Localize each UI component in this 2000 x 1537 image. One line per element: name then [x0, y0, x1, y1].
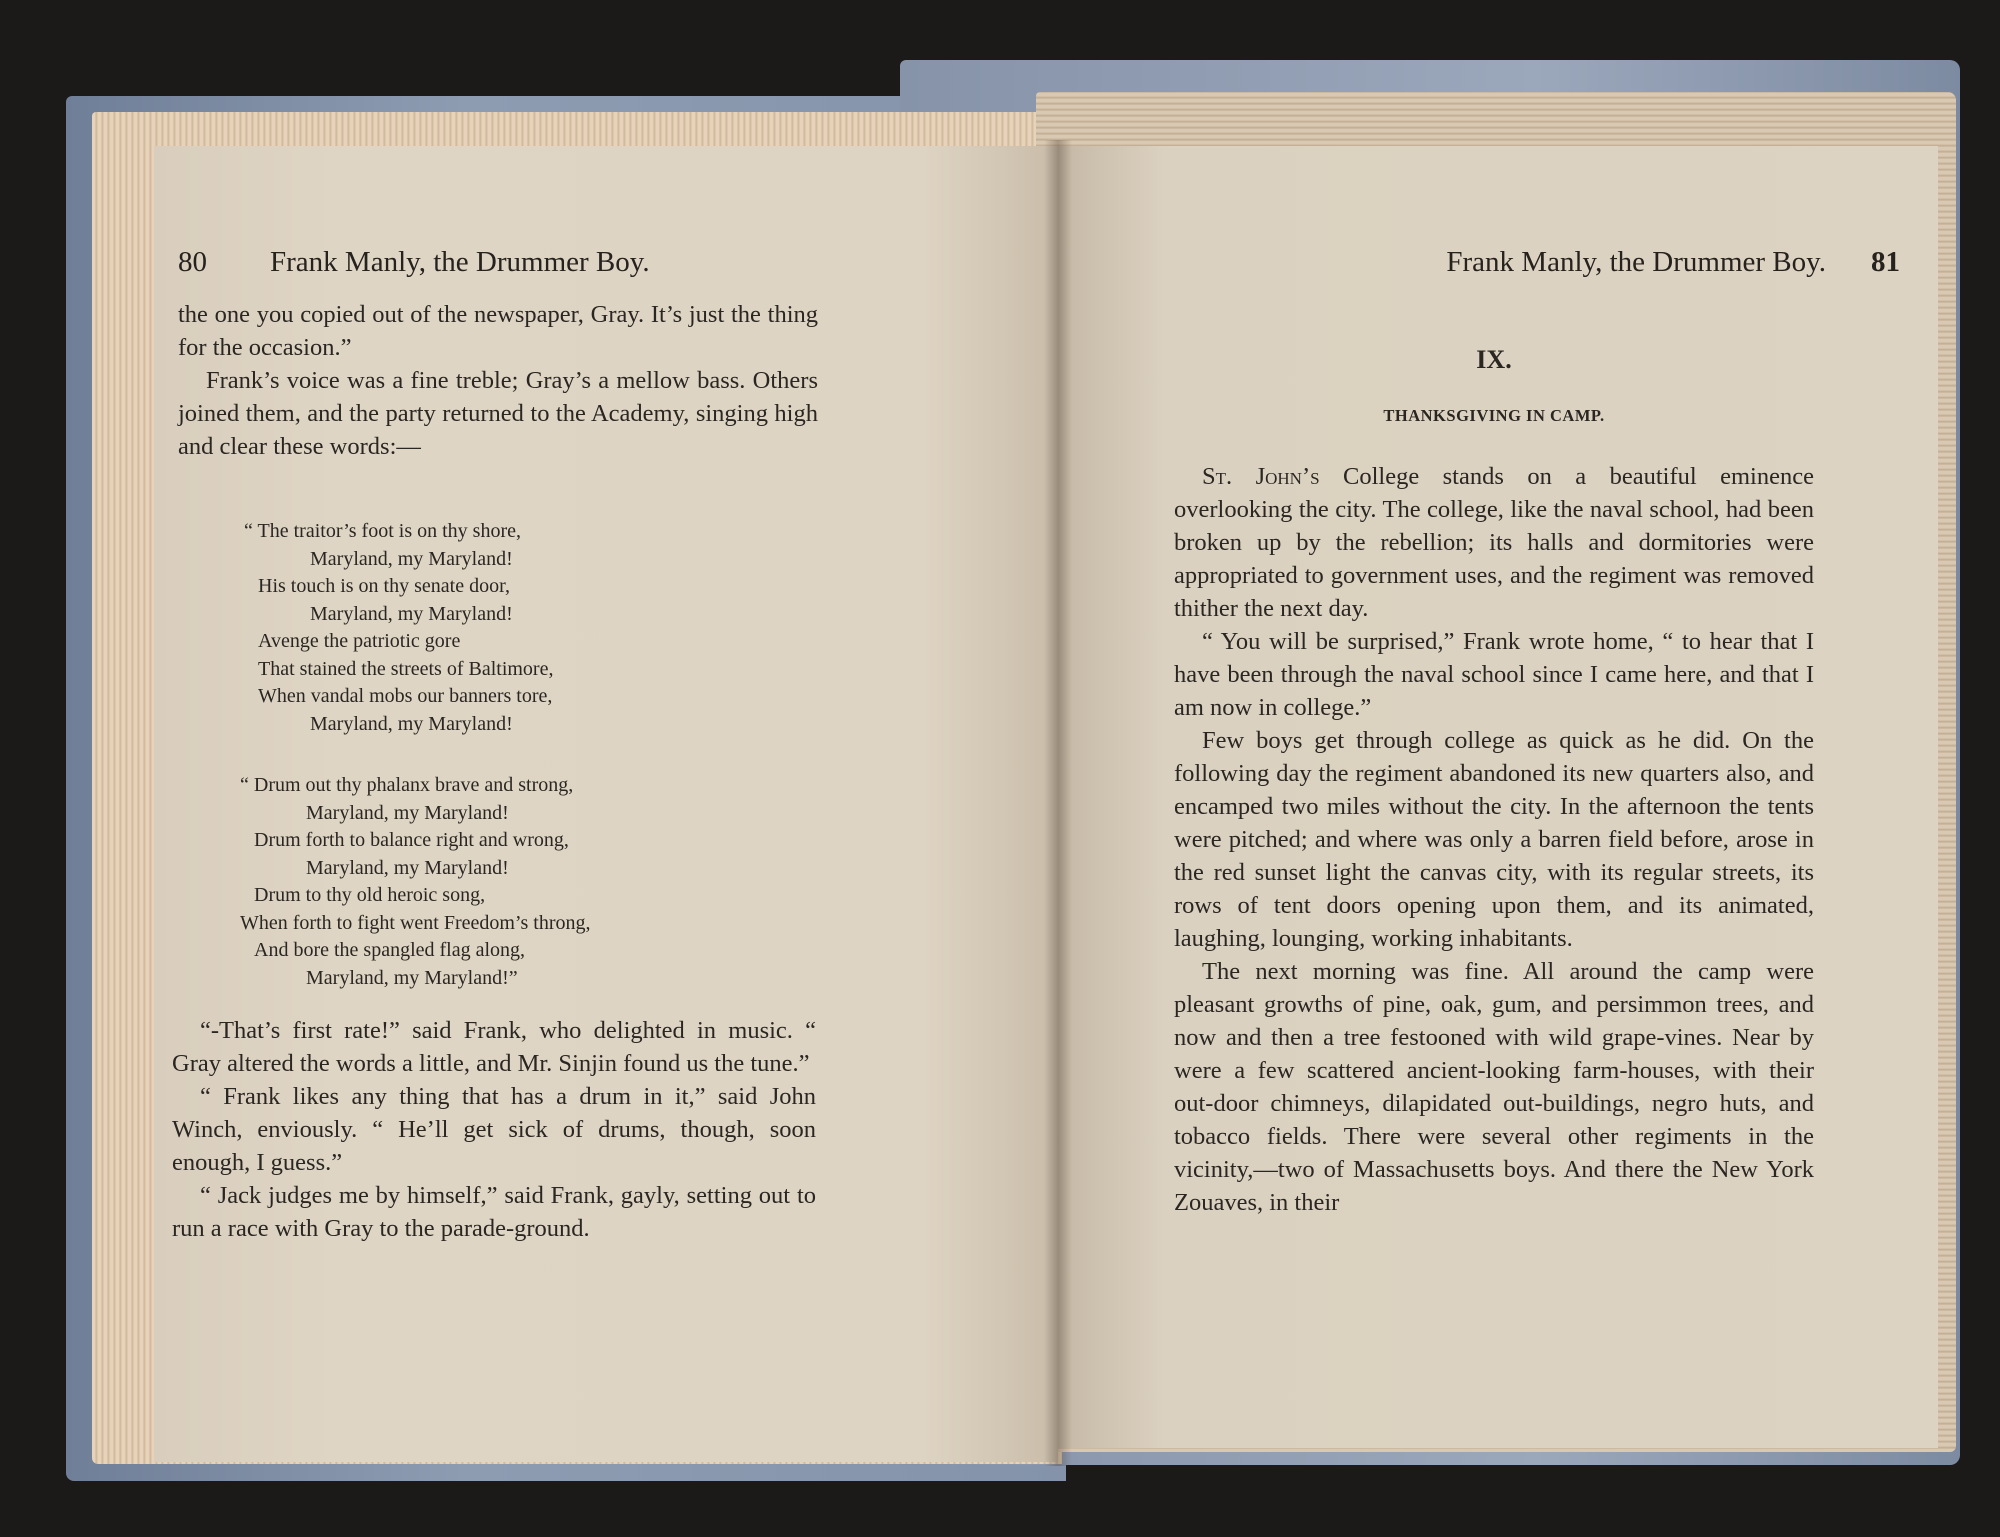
paragraph: “ You will be surprised,” Frank wrote home, “ to hear that I have been through the naval school since I came here, and that I am now in college.” — [1174, 628, 1814, 721]
poem-line: Maryland, my Maryland! — [310, 547, 513, 570]
poem-line: Maryland, my Maryland! — [310, 712, 513, 735]
poem-line: And bore the spangled flag along, — [254, 939, 526, 961]
paragraph: The next morning was fine. All around the camp were pleasant growths of pine, oak, gum, and persimmon trees, and now and then a tree festooned with wild grape-vines. Near by were a few scattered ancient-looking farm-houses, with their out-door chimneys, dilapidated out-buildings, negro huts, and tobacco fields. There were several other regiments in the vicinity,—two of Massachusetts boys. And there the New York Zouaves, in their — [1174, 958, 1814, 1216]
poem-line: Drum to thy old heroic song, — [254, 884, 486, 906]
chapter-title: THANKSGIVING IN CAMP. — [1383, 406, 1605, 425]
poem-line: Maryland, my Maryland! — [306, 856, 509, 879]
right-running-head: Frank Manly, the Drummer Boy. — [1446, 246, 1826, 278]
poem-line: When forth to fight went Freedom’s throng, — [240, 911, 591, 934]
right-body-text — [1174, 460, 1814, 1219]
chapter-number: IX. — [1476, 345, 1512, 374]
poem-line: Maryland, my Maryland! — [310, 602, 513, 625]
paragraph: the one you copied out of the newspaper, Gray. It’s just the thing for the occasion.” — [178, 301, 818, 361]
poem-line: That stained the streets of Baltimore, — [258, 657, 554, 680]
poem-stanza-1 — [244, 518, 553, 738]
right-page-number: 81 — [1871, 246, 1900, 278]
paragraph-text: College stands on a beautiful eminence overlooking the city. The college, like the naval school, had been broken up by the rebellion; its halls and dormitories were appropriated to government uses, and the regiment was removed thither the next day. — [1174, 463, 1814, 622]
book-gutter — [1044, 140, 1072, 1466]
poem-line: “ Drum out thy phalanx brave and strong, — [240, 774, 574, 796]
poem-line: His touch is on thy senate door, — [258, 575, 510, 597]
paragraph: “ Jack judges me by himself,” said Frank, gayly, setting out to run a race with Gray to the parade-ground. — [172, 1182, 816, 1242]
left-page-number: 80 — [178, 246, 207, 278]
paragraph: Few boys get through college as quick as he did. On the following day the regiment abandoned its new quarters also, and encamped two miles without the city. In the afternoon the tents were pitched; and where was only a barren field before, arose in the red sunset light the canvas city, with its regular streets, its rows of tent doors opening upon them, and its animated, laughing, lounging, working inhabitants. — [1174, 727, 1814, 952]
left-page — [154, 146, 1058, 1462]
poem-line: Avenge the patriotic gore — [258, 630, 461, 652]
paragraph: “ Frank likes any thing that has a drum in it,” said John Winch, enviously. “ He’ll get sick of drums, though, soon enough, I guess.” — [172, 1083, 816, 1176]
paragraph: Frank’s voice was a fine treble; Gray’s a mellow bass. Others joined them, and the party returned to the Academy, singing high and clear these words:— — [178, 367, 818, 460]
left-running-head: Frank Manly, the Drummer Boy. — [270, 246, 650, 278]
paragraph — [1174, 460, 1814, 625]
poem-line: Maryland, my Maryland! — [306, 801, 509, 824]
left-top-text — [178, 298, 818, 463]
left-bottom-text — [172, 1014, 816, 1245]
poem-line: Drum forth to balance right and wrong, — [254, 829, 569, 851]
poem-line: “ The traitor’s foot is on thy shore, — [244, 520, 521, 542]
paragraph: “-That’s first rate!” said Frank, who delighted in music. “ Gray altered the words a little, and Mr. Sinjin found us the tune.” — [172, 1017, 816, 1077]
poem-line: When vandal mobs our banners tore, — [258, 685, 553, 707]
poem-stanza-2 — [240, 772, 591, 992]
poem-line: Maryland, my Maryland!” — [306, 966, 518, 989]
chapter-opening-words: St. John’s — [1202, 463, 1320, 490]
right-page — [1058, 146, 1938, 1448]
